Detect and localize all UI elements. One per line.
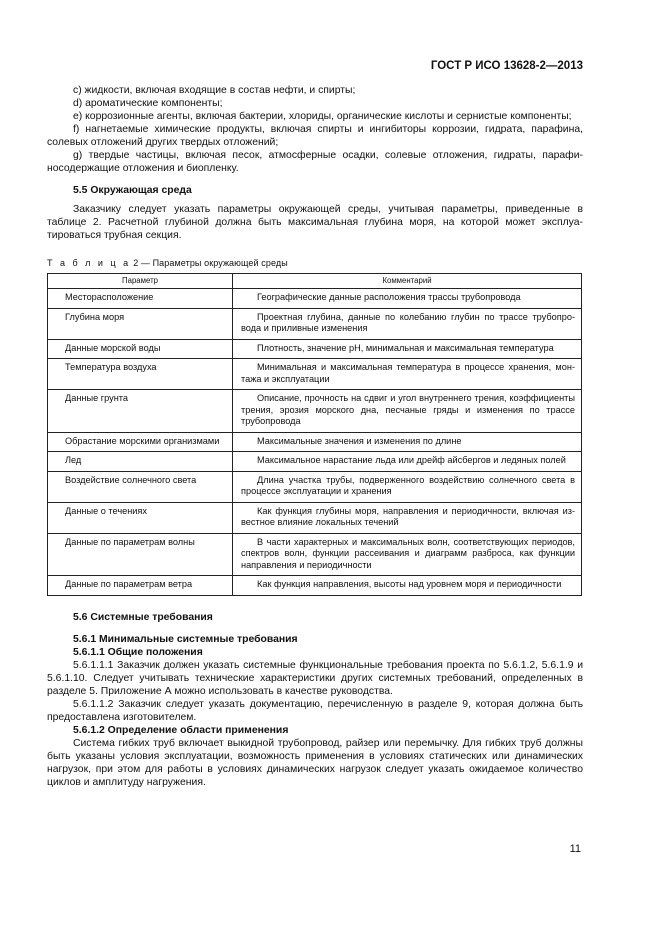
section-5-6-1-2-heading: 5.6.1.2 Определение области применения	[73, 724, 289, 736]
table-cell-comment: Максимальные значения и изменения по длине	[233, 432, 582, 452]
table-row	[48, 289, 582, 309]
table-cell-comment: Географические данные расположения трассы трубопровода	[233, 289, 582, 309]
table-cell-comment: Максимальное нарастание льда или дрейф айсбергов и ледяных полей	[233, 452, 582, 472]
column-header-comment: Комментарий	[233, 274, 582, 289]
table-cell-comment: В части характерных и максимальных волн, соответствующих периодов, спектров волн, функции рассеивания и диаграмм разброса, как функции направления и периодичности	[233, 533, 582, 576]
table-cell-parameter: Данные морской воды	[48, 339, 233, 359]
table-row	[48, 471, 582, 502]
table-row	[48, 533, 582, 576]
document-header: ГОСТ Р ИСО 13628-2—2013	[430, 60, 583, 72]
table-body	[48, 289, 582, 596]
table-row	[48, 308, 582, 339]
table-cell-parameter: Данные грунта	[48, 390, 233, 433]
section-5-6-1-heading: 5.6.1 Минимальные системные требования	[73, 633, 298, 645]
section-5-6-1-1-heading: 5.6.1.1 Общие положения	[73, 646, 203, 658]
paragraph-5-6-1-2: Система гибких труб включает выкидной трубопровод, райзер или перемычку. Для гибких труб должны быть указаны условия эксплуатации, возможность применения в условиях статических или динамических нагрузок, при этом для работы в условиях динамических нагрузок следует указать ожидаемое количество циклов и амплитуду нагружения.	[47, 737, 583, 788]
table-caption	[47, 257, 583, 270]
page-number: 11	[569, 843, 581, 855]
table-cell-comment: Описание, прочность на сдвиг и угол внутреннего трения, коэффициенты трения, эрозия морского дна, песчаные гряды и изменения по трассе трубопровода	[233, 390, 582, 433]
table-cell-parameter: Данные по параметрам ветра	[48, 576, 233, 596]
page-body	[47, 84, 583, 789]
table-row	[48, 502, 582, 533]
table-cell-parameter: Данные по параметрам волны	[48, 533, 233, 576]
section-5-6-heading: 5.6 Системные требования	[73, 611, 213, 623]
column-header-parameter: Параметр	[48, 274, 233, 289]
table-cell-parameter: Лед	[48, 452, 233, 472]
table-cell-parameter: Глубина моря	[48, 308, 233, 339]
environment-parameters-table	[47, 273, 582, 596]
table-header-row	[48, 274, 582, 289]
table-cell-parameter: Температура воздуха	[48, 359, 233, 390]
table-row	[48, 390, 582, 433]
section-5-5-text: Заказчику следует указать параметры окружающей среды, учитывая параметры, приведенные в таблице 2. Расчетной глубиной должна быть максимальная глубина моря, на которой может эксплуатироваться трубная секция.	[47, 204, 583, 241]
table-cell-parameter: Данные о течениях	[48, 502, 233, 533]
table-row	[48, 432, 582, 452]
table-cell-parameter: Месторасположение	[48, 289, 233, 309]
table-cell-comment: Проектная глубина, данные по колебанию глубин по трассе трубопровода и приливные изменения	[233, 308, 582, 339]
list-item-d: d) ароматические компоненты;	[73, 98, 223, 109]
table-cell-comment: Как функция глубины моря, направления и периодичности, включая известное влияние локальных течений	[233, 502, 582, 533]
paragraph-5-6-1-1-1: 5.6.1.1.1 Заказчик должен указать системные функциональные требования проекта по 5.6.1.2, 5.6.1.9 и 5.6.1.10. Следует учитывать технические характеристики других системных требований, определенных в разделе 5. Приложение А можно использовать в качестве руководства.	[47, 659, 583, 697]
table-caption-title: 2 — Параметры окружающей среды	[130, 258, 288, 268]
list-item-c: c) жидкости, включая входящие в состав нефти, и спирты;	[73, 85, 356, 96]
table-cell-parameter: Воздействие солнечного света	[48, 471, 233, 502]
table-caption-prefix: Т а б л и ц а	[47, 258, 131, 268]
table-cell-comment: Как функция направления, высоты над уровнем моря и периодичности	[233, 576, 582, 596]
table-cell-comment: Длина участка трубы, подверженного воздействию солнечного света в процессе эксплуатации и хранения	[233, 471, 582, 502]
paragraph-5-6-1-1-2: 5.6.1.1.2 Заказчик следует указать документацию, перечисленную в разделе 9, которая должна быть предоставлена изготовителем.	[47, 698, 583, 723]
list-item-e: e) коррозионные агенты, включая бактерии, хлориды, органические кислоты и сернистые компоненты;	[73, 111, 572, 122]
table-row	[48, 339, 582, 359]
table-row	[48, 576, 582, 596]
list-item-g: g) твердые частицы, включая песок, атмосферные осадки, солевые отложения, гидраты, парафиносодержащие отложения и биопленку.	[47, 150, 583, 174]
table-cell-parameter: Обрастание морскими организмами	[48, 432, 233, 452]
table-row	[48, 359, 582, 390]
table-row	[48, 452, 582, 472]
section-5-5-heading: 5.5 Окружающая среда	[73, 185, 192, 196]
table-cell-comment: Минимальная и максимальная температура в процессе хранения, монтажа и эксплуатации	[233, 359, 582, 390]
list-item-f: f) нагнетаемые химические продукты, включая спирты и ингибиторы коррозии, гидрата, парафина, солевых отложений других твердых отложений;	[47, 124, 583, 148]
table-cell-comment: Плотность, значение pH, минимальная и максимальная температура	[233, 339, 582, 359]
